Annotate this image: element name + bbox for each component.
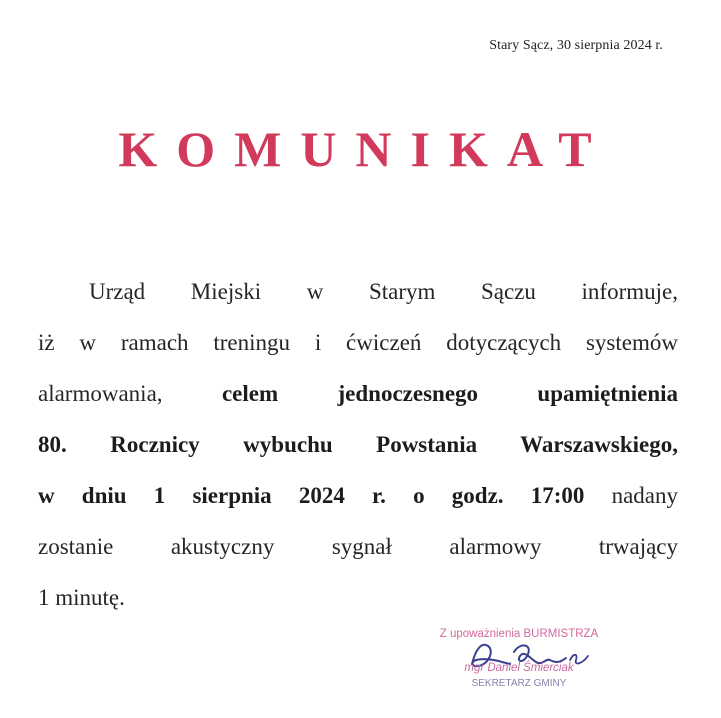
body-line-5 [38,470,678,521]
announcement-body [38,266,678,623]
stamp-signer-name: mgr Daniel Śmierciak [464,662,574,674]
body-line-4 [38,419,678,470]
date-line: Stary Sącz, 30 sierpnia 2024 r. [489,38,663,53]
body-line-6: zostanie akustyczny sygnał alarmowy trwający [38,534,678,559]
document-title: KOMUNIKAT [118,121,611,177]
stamp-authorization-text: Z upoważnienia BURMISTRZA [439,628,599,640]
official-stamp [404,628,634,700]
body-line-3 [38,368,678,419]
body-line-2: iż w ramach treningu i ćwiczeń dotyczących systemów [38,330,678,355]
body-line-5-normal: nadany [611,483,679,508]
body-line-5-bold: w dniu 1 sierpnia 2024 r. o godz. 17:00 [38,483,585,508]
body-line-3-bold: celem jednoczesnego upamiętnienia [221,381,679,406]
body-line-4-bold: 80. Rocznicy wybuchu Powstania Warszawskiego, [38,432,678,457]
body-line-7: 1 minutę. [38,585,125,610]
body-line-1: Urząd Miejski w Starym Sączu informuje, [89,279,678,304]
body-line-3-normal: alarmowania, [38,381,163,406]
stamp-signer-role: SEKRETARZ GMINY [471,678,567,689]
